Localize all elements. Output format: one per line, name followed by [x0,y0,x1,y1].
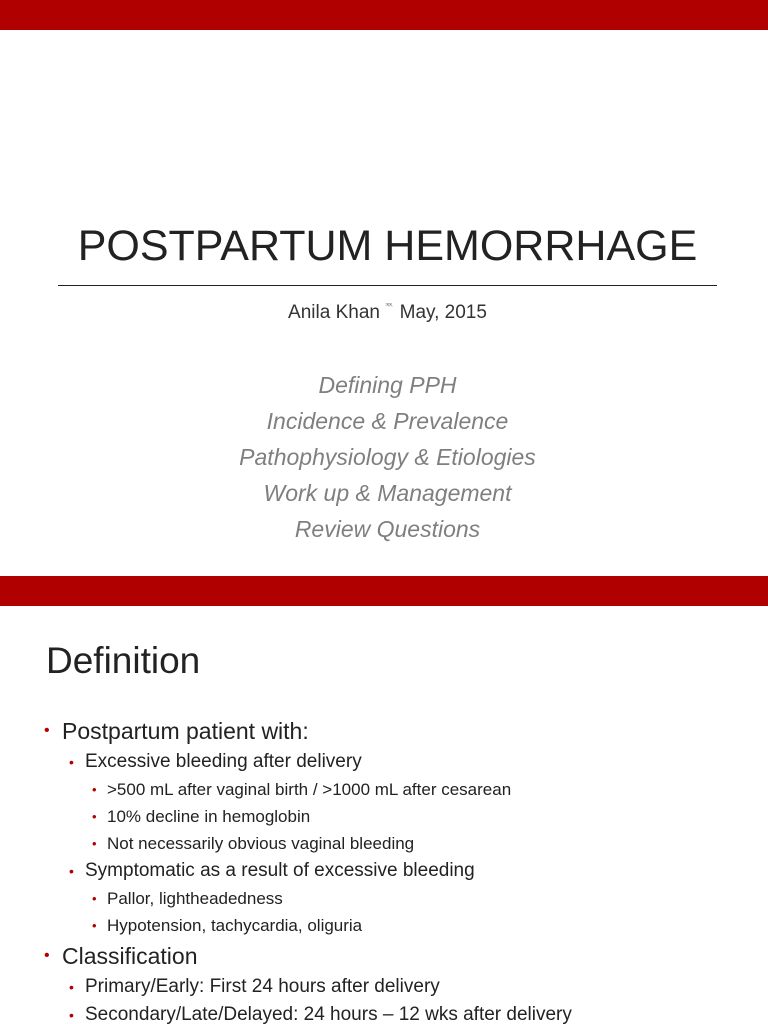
bullet-item: • Primary/Early: First 24 hours after delivery [0,973,768,1001]
slide-divider-red-bar [0,576,768,606]
title-divider [58,285,717,286]
topic-item: Review Questions [294,516,481,542]
topic-item: Pathophysiology & Etiologies [239,444,536,470]
bullet-item: • Symptomatic as a result of excessive bleeding [0,857,768,885]
bullet-item: • Classification [0,939,768,973]
bullet-item: • Hypotension, tachycardia, oliguria [0,912,768,939]
top-red-bar [0,0,768,30]
topic-item: Work up & Management [263,480,512,506]
bullet-item: • Pallor, lightheadedness [0,885,768,912]
section-title: Definition [46,640,201,681]
bullet-item: • Secondary/Late/Delayed: 24 hours – 12 wks after delivery [0,1001,768,1024]
bullet-item: • >500 mL after vaginal birth / >1000 mL after cesarean [0,776,768,803]
slide-title: POSTPARTUM HEMORRHAGE [77,222,698,270]
topic-item: Incidence & Prevalence [266,408,509,434]
bullet-item: • Not necessarily obvious vaginal bleeding [0,830,768,857]
author-name: Anila Khan [288,302,380,323]
separator-glyph: ᅑ [383,304,394,315]
presentation-date: May, 2015 [399,302,487,323]
bullet-outline [0,714,768,1024]
topic-item: Defining PPH [318,372,457,398]
topic-list [0,367,768,547]
bullet-item: • Excessive bleeding after delivery [0,748,768,776]
slide-subtitle [0,300,768,324]
bullet-item: • Postpartum patient with: [0,714,768,748]
bullet-item: • 10% decline in hemoglobin [0,803,768,830]
